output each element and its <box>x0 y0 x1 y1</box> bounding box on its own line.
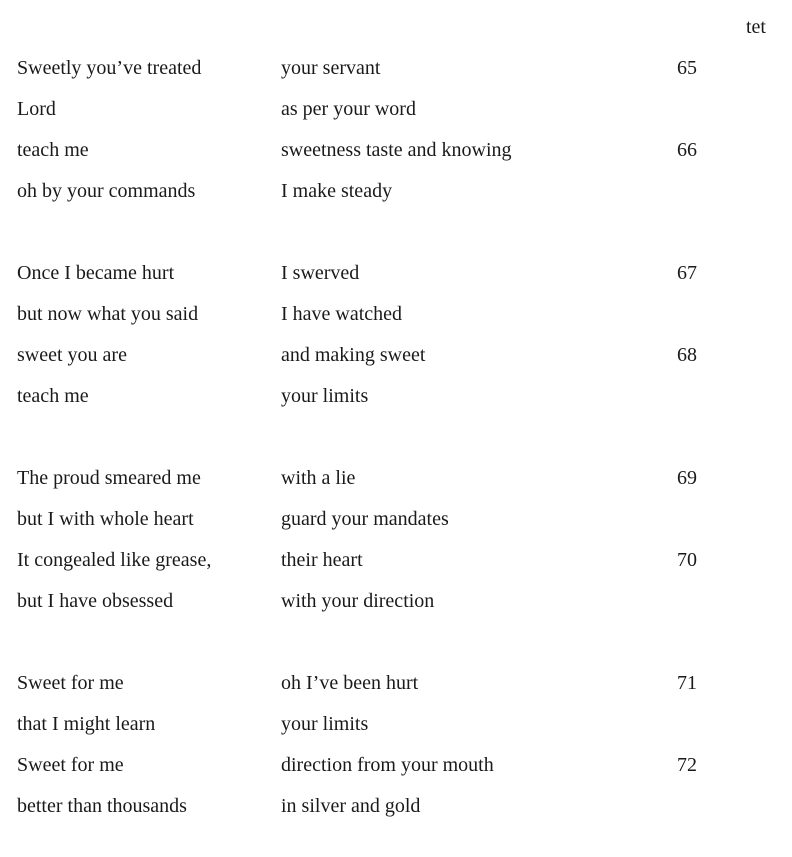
line-second-half: with your direction <box>281 590 435 612</box>
line-first-half: teach me <box>17 139 89 161</box>
poem-line <box>17 712 737 753</box>
line-second-half: sweetness taste and knowing <box>281 139 512 161</box>
poem-line <box>17 343 737 384</box>
poem-line <box>17 302 737 343</box>
poem-line <box>17 56 737 97</box>
poem-line <box>17 753 737 794</box>
poem-line <box>17 97 737 138</box>
line-first-half: oh by your commands <box>17 180 196 202</box>
line-second-half: with a lie <box>281 467 356 489</box>
verse-number: 65 <box>677 57 697 79</box>
stanza-3 <box>17 466 737 630</box>
poem <box>17 56 737 835</box>
verse-number: 68 <box>677 344 697 366</box>
line-first-half: but I have obsessed <box>17 590 174 612</box>
section-label: tet <box>746 16 766 38</box>
verse-number: 66 <box>677 139 697 161</box>
verse-number: 71 <box>677 672 697 694</box>
line-second-half: direction from your mouth <box>281 754 494 776</box>
line-first-half: better than thousands <box>17 795 187 817</box>
line-first-half: Lord <box>17 98 56 120</box>
line-second-half: I have watched <box>281 303 403 325</box>
poem-line <box>17 179 737 220</box>
line-second-half: oh I’ve been hurt <box>281 672 419 694</box>
stanza-2 <box>17 261 737 425</box>
line-first-half: sweet you are <box>17 344 127 366</box>
line-first-half: but I with whole heart <box>17 508 194 530</box>
verse-number: 72 <box>677 754 697 776</box>
line-second-half: guard your mandates <box>281 508 449 530</box>
line-first-half: that I might learn <box>17 713 156 735</box>
poem-line <box>17 466 737 507</box>
line-second-half: their heart <box>281 549 363 571</box>
stanza-4 <box>17 671 737 835</box>
line-second-half: your limits <box>281 385 369 407</box>
line-second-half: in silver and gold <box>281 795 421 817</box>
poem-line <box>17 589 737 630</box>
line-first-half: teach me <box>17 385 89 407</box>
poem-line <box>17 138 737 179</box>
poem-line <box>17 671 737 712</box>
line-first-half: It congealed like grease, <box>17 549 212 571</box>
line-second-half: and making sweet <box>281 344 426 366</box>
line-first-half: Sweet for me <box>17 672 124 694</box>
line-second-half: I make steady <box>281 180 393 202</box>
poem-line <box>17 794 737 835</box>
line-first-half: Once I became hurt <box>17 262 175 284</box>
verse-number: 67 <box>677 262 697 284</box>
poem-line <box>17 507 737 548</box>
stanza-1 <box>17 56 737 220</box>
line-first-half: Sweetly you’ve treated <box>17 57 202 79</box>
line-second-half: I swerved <box>281 262 360 284</box>
line-second-half: your servant <box>281 57 381 79</box>
poem-line <box>17 548 737 589</box>
line-first-half: The proud smeared me <box>17 467 201 489</box>
line-first-half: Sweet for me <box>17 754 124 776</box>
poem-line <box>17 384 737 425</box>
verse-number: 70 <box>677 549 697 571</box>
line-second-half: your limits <box>281 713 369 735</box>
verse-number: 69 <box>677 467 697 489</box>
poem-line <box>17 261 737 302</box>
line-second-half: as per your word <box>281 98 416 120</box>
line-first-half: but now what you said <box>17 303 199 325</box>
